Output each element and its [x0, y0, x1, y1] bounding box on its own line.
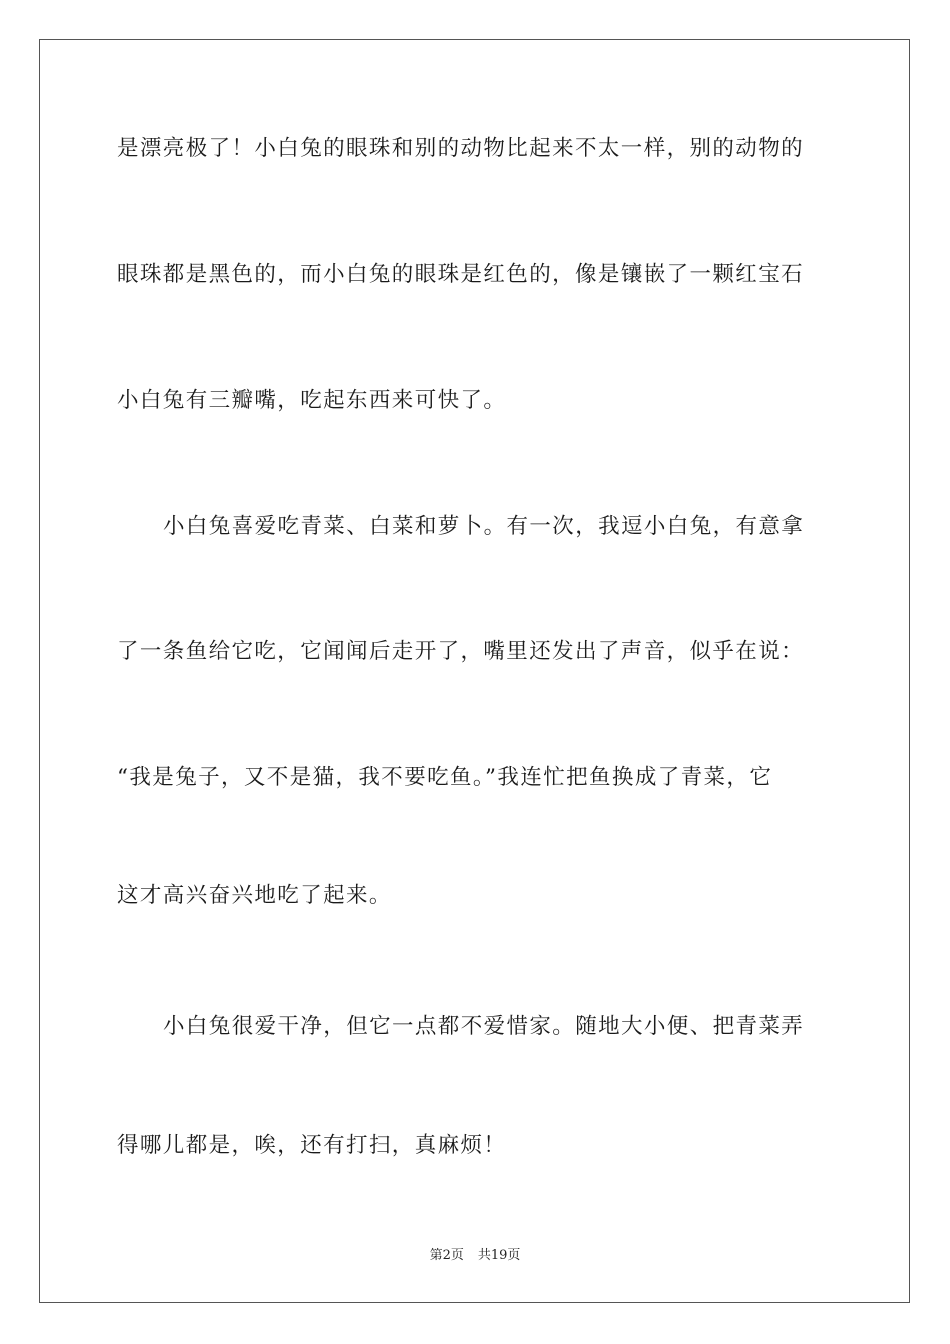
page-number: 第2页 [429, 1248, 464, 1263]
page-total: 共19页 [477, 1248, 521, 1263]
text-line: “我是兔子，又不是猫，我不要吃鱼。”我连忙把鱼换成了青菜，它 [117, 765, 773, 790]
text-line: 是漂亮极了！小白兔的眼珠和别的动物比起来不太一样，别的动物的 [117, 136, 805, 161]
text-line: 得哪儿都是，唉，还有打扫，真麻烦！ [117, 1133, 507, 1158]
text-line: 这才高兴奋兴地吃了起来。 [117, 883, 392, 908]
text-line: 眼珠都是黑色的，而小白兔的眼珠是红色的，像是镶嵌了一颗红宝石 [117, 262, 805, 287]
text-line: 了一条鱼给它吃，它闻闻后走开了，嘴里还发出了声音，似乎在说： [117, 639, 805, 664]
page-footer [0, 1247, 950, 1265]
paragraph-start-line: 小白兔很爱干净，但它一点都不爱惜家。随地大小便、把青菜弄 [163, 1014, 805, 1039]
page-border [39, 39, 910, 1303]
text-line: 小白兔有三瓣嘴，吃起东西来可快了。 [117, 388, 507, 413]
paragraph-start-line: 小白兔喜爱吃青菜、白菜和萝卜。有一次，我逗小白兔，有意拿 [163, 514, 805, 539]
